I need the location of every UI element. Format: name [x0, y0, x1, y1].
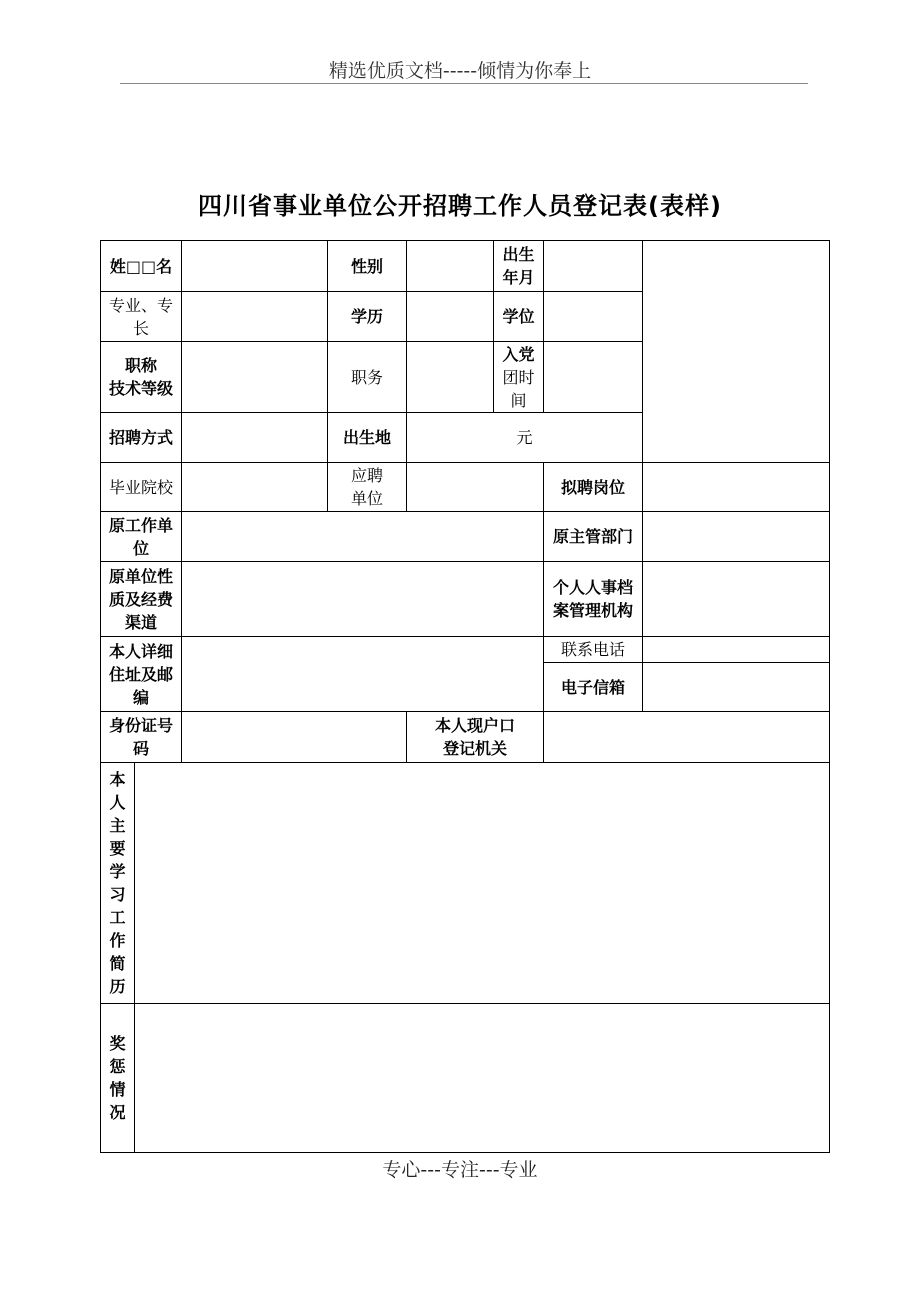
education-label: 学历: [328, 292, 407, 342]
hukou-field[interactable]: [544, 712, 830, 763]
resume-label-char: 主: [109, 816, 126, 835]
degree-label: 学位: [494, 292, 544, 342]
title-label-line2: 技术等级: [108, 379, 173, 398]
birth-label-line1: 出生: [502, 245, 535, 264]
title-field[interactable]: [182, 342, 328, 413]
resume-label-char: 本: [109, 770, 126, 789]
orig-unit-label-line1: 原工作单: [108, 515, 173, 535]
awards-label-char: 惩: [109, 1057, 126, 1076]
id-field[interactable]: [182, 712, 407, 763]
address-label-line3: 编: [132, 687, 149, 707]
party-label-line1: 入党: [502, 344, 535, 364]
page-footer: 专心---专注---专业: [382, 1159, 538, 1181]
resume-field[interactable]: [135, 763, 830, 1004]
orig-nature-label-line3: 渠道: [124, 612, 157, 632]
orig-nature-field[interactable]: [182, 562, 544, 637]
party-field[interactable]: [544, 342, 643, 413]
email-field[interactable]: [643, 663, 830, 712]
address-label-line1: 本人详细: [108, 641, 173, 661]
apply-post-label: 拟聘岗位: [544, 463, 643, 512]
phone-field[interactable]: [643, 637, 830, 663]
orig-nature-label-line1: 原单位性: [108, 566, 173, 586]
hukou-label-line1: 本人现户口: [434, 716, 515, 735]
archive-label-line1: 个人人事档: [552, 578, 633, 597]
birth-label-line2: 年月: [502, 268, 535, 287]
recruit-method-label: 招聘方式: [101, 413, 182, 463]
header-rule: [120, 83, 808, 84]
school-label: 毕业院校: [101, 463, 182, 512]
awards-field[interactable]: [135, 1004, 830, 1153]
resume-label-char: 工: [109, 908, 126, 927]
awards-label: [101, 1004, 135, 1153]
party-label-line3: 间: [510, 390, 527, 410]
orig-unit-label: [101, 512, 182, 562]
degree-field[interactable]: [544, 292, 643, 342]
apply-post-field[interactable]: [643, 463, 830, 512]
orig-unit-field[interactable]: [182, 512, 544, 562]
position-label: 职务: [328, 342, 407, 413]
school-field[interactable]: [182, 463, 328, 512]
name-field[interactable]: [182, 241, 328, 292]
id-label: [101, 712, 182, 763]
awards-label-char: 情: [109, 1080, 126, 1099]
birth-field[interactable]: [544, 241, 643, 292]
title-label: [101, 342, 182, 413]
recruit-method-field[interactable]: [182, 413, 328, 463]
archive-label-line2: 案管理机构: [552, 601, 633, 620]
party-label-line2: 团时: [502, 367, 535, 387]
apply-unit-field[interactable]: [407, 463, 544, 512]
resume-label-char: 学: [109, 862, 126, 881]
registration-form: [100, 240, 830, 1153]
education-field[interactable]: [407, 292, 494, 342]
address-label: [101, 637, 182, 712]
phone-label: 联系电话: [544, 637, 643, 663]
archive-label: [544, 562, 643, 637]
page-header: 精选优质文档-----倾情为你奉上: [328, 60, 592, 82]
orig-dept-label: 原主管部门: [544, 512, 643, 562]
orig-unit-label-line2: 位: [132, 538, 149, 558]
party-label: [494, 342, 544, 413]
resume-label-char: 作: [109, 931, 126, 950]
hukou-label: [407, 712, 544, 763]
resume-label-char: 习: [109, 885, 126, 904]
resume-label-char: 简: [109, 954, 126, 973]
orig-dept-field[interactable]: [643, 512, 830, 562]
awards-label-char: 奖: [109, 1034, 126, 1053]
id-label-line2: 码: [132, 739, 149, 758]
orig-nature-label: [101, 562, 182, 637]
awards-label-char: 况: [109, 1103, 126, 1122]
position-field[interactable]: [407, 342, 494, 413]
resume-label-char: 人: [109, 793, 126, 812]
hukou-label-line2: 登记机关: [442, 739, 507, 758]
id-label-line1: 身份证号: [108, 716, 173, 735]
name-label: 姓□□名: [101, 241, 182, 292]
archive-field[interactable]: [643, 562, 830, 637]
resume-label: [101, 763, 135, 1004]
gender-label: 性别: [328, 241, 407, 292]
birth-label: [494, 241, 544, 292]
resume-label-char: 要: [109, 839, 126, 858]
gender-field[interactable]: [407, 241, 494, 292]
address-label-line2: 住址及邮: [108, 664, 173, 684]
apply-unit-label-line1: 应聘: [350, 466, 383, 485]
major-label-line2: 长: [132, 318, 149, 338]
apply-unit-label: [328, 463, 407, 512]
address-field[interactable]: [182, 637, 544, 712]
major-label-line1: 专业、专: [108, 295, 173, 315]
apply-unit-label-line2: 单位: [350, 489, 383, 508]
major-label: [101, 292, 182, 342]
resume-label-char: 历: [109, 977, 126, 996]
birthplace-field[interactable]: 元: [407, 413, 643, 463]
orig-nature-label-line2: 质及经费: [108, 589, 173, 609]
major-field[interactable]: [182, 292, 328, 342]
document-title: 四川省事业单位公开招聘工作人员登记表(表样): [198, 192, 722, 220]
title-label-line1: 职称: [124, 356, 157, 375]
birthplace-label: 出生地: [328, 413, 407, 463]
photo-box[interactable]: [643, 241, 830, 463]
email-label: 电子信箱: [544, 663, 643, 712]
